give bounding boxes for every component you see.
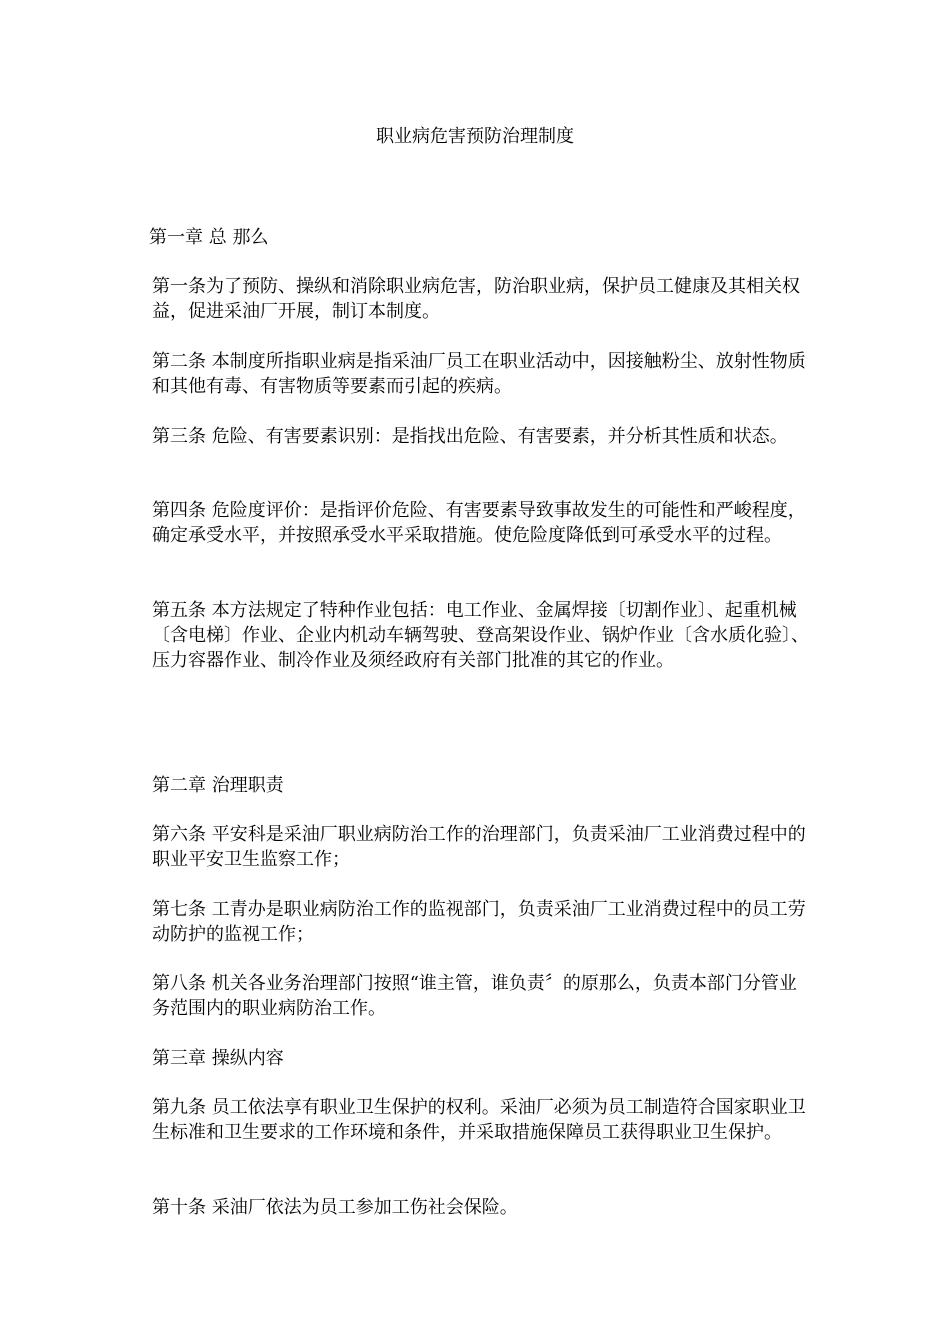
chapter-heading: 第一章 总 那么 (149, 227, 269, 248)
article-paragraph: 第一条为了预防、操纵和消除职业病危害，防治职业病，保护员工健康及其相关权益，促进采油厂开展，制订本制度。 (152, 276, 800, 322)
article-paragraph: 第十条 采油厂依法为员工参加工伤社会保险。 (152, 1197, 518, 1218)
article-paragraph: 第四条 危险度评价：是指评价危险、有害要素导致事故发生的可能性和严峻程度，确定承受水平，并按照承受水平采取措施。使危险度降低到可承受水平的过程。 (152, 500, 806, 546)
article-paragraph: 第七条 工青办是职业病防治工作的监视部门，负责采油厂工业消费过程中的员工劳动防护的监视工作； (152, 899, 806, 945)
chapter-heading: 第三章 操纵内容 (152, 1048, 284, 1069)
chapter-heading: 第二章 治理职责 (152, 775, 284, 796)
article-paragraph: 第二条 本制度所指职业病是指采油厂员工在职业活动中，因接触粉尘、放射性物质和其他有毒、有害物质等要素而引起的疾病。 (152, 351, 806, 397)
article-paragraph: 第三条 危险、有害要素识别：是指找出危险、有害要素，并分析其性质和状态。 (152, 426, 788, 447)
article-paragraph: 第八条 机关各业务治理部门按照“谁主管，谁负责〞的原那么，负责本部门分管业务范围内的职业病防治工作。 (152, 973, 797, 1019)
article-paragraph: 第六条 平安科是采油厂职业病防治工作的治理部门，负责采油厂工业消费过程中的职业平安卫生监察工作； (152, 824, 806, 870)
article-paragraph: 第五条 本方法规定了特种作业包括：电工作业、金属焊接〔切割作业〕、起重机械〔含电梯〕作业、企业内机动车辆驾驶、登高架设作业、锅炉作业〔含水质化验〕、压力容器作业、制冷作业及须经政府有关部门批准的其它的作业。 (152, 600, 809, 671)
document-title: 职业病危害预防治理制度 (376, 126, 574, 147)
article-paragraph: 第九条 员工依法享有职业卫生保护的权利。采油厂必须为员工制造符合国家职业卫生标准和卫生要求的工作环境和条件，并采取措施保障员工获得职业卫生保护。 (152, 1097, 806, 1143)
